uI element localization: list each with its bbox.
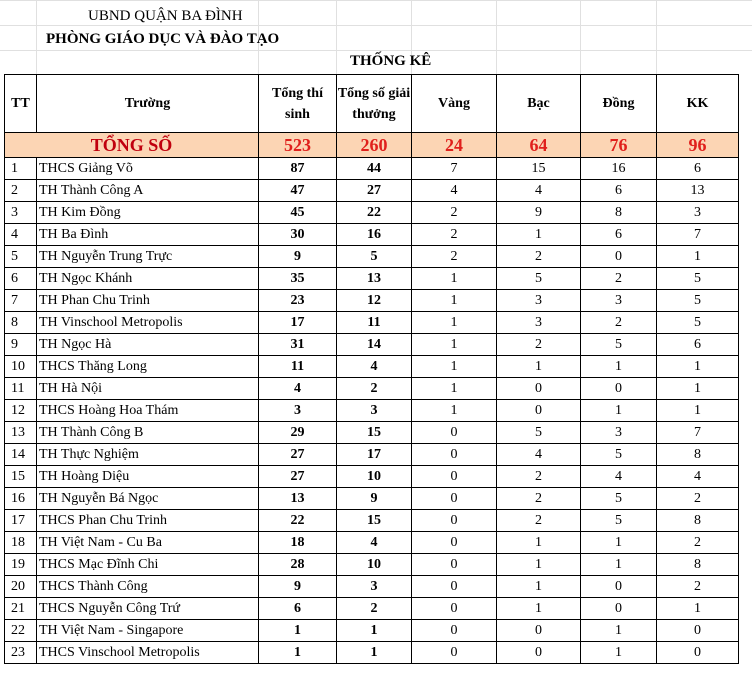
- cell-candidates: 3: [259, 400, 337, 422]
- cell-candidates: 27: [259, 466, 337, 488]
- cell-awards: 44: [337, 158, 412, 180]
- table-row: [5, 466, 739, 488]
- cell-gold: 7: [412, 158, 497, 180]
- cell-silver: 5: [497, 268, 581, 290]
- cell-tt: 18: [5, 532, 37, 554]
- cell-gold: 0: [412, 466, 497, 488]
- cell-gold: 1: [412, 334, 497, 356]
- cell-bronze: 6: [581, 224, 657, 246]
- cell-awards: 14: [337, 334, 412, 356]
- cell-silver: 1: [497, 576, 581, 598]
- cell-awards: 2: [337, 598, 412, 620]
- table-row: [5, 488, 739, 510]
- cell-kk: 5: [657, 268, 739, 290]
- cell-tt: 5: [5, 246, 37, 268]
- cell-bronze: 1: [581, 400, 657, 422]
- cell-candidates: 87: [259, 158, 337, 180]
- cell-bronze: 2: [581, 268, 657, 290]
- col-header-kk: KK: [657, 75, 739, 133]
- cell-awards: 16: [337, 224, 412, 246]
- table-row: [5, 598, 739, 620]
- cell-awards: 1: [337, 620, 412, 642]
- cell-awards: 3: [337, 576, 412, 598]
- cell-silver: 2: [497, 334, 581, 356]
- cell-candidates: 22: [259, 510, 337, 532]
- cell-school: THCS Giảng Võ: [37, 158, 259, 180]
- cell-school: THCS Thăng Long: [37, 356, 259, 378]
- cell-school: TH Ba Đình: [37, 224, 259, 246]
- cell-gold: 1: [412, 356, 497, 378]
- cell-awards: 17: [337, 444, 412, 466]
- page-title: THỐNG KÊ: [350, 53, 432, 69]
- cell-tt: 8: [5, 312, 37, 334]
- cell-awards: 4: [337, 356, 412, 378]
- cell-school: TH Hà Nội: [37, 378, 259, 400]
- cell-awards: 12: [337, 290, 412, 312]
- cell-school: THCS Thành Công: [37, 576, 259, 598]
- cell-tt: 12: [5, 400, 37, 422]
- cell-kk: 5: [657, 312, 739, 334]
- cell-school: TH Ngọc Hà: [37, 334, 259, 356]
- total-kk: 96: [657, 133, 739, 158]
- cell-candidates: 17: [259, 312, 337, 334]
- cell-school: TH Thành Công A: [37, 180, 259, 202]
- cell-gold: 0: [412, 576, 497, 598]
- table-row: [5, 356, 739, 378]
- cell-kk: 13: [657, 180, 739, 202]
- cell-silver: 2: [497, 246, 581, 268]
- table-row: [5, 246, 739, 268]
- cell-school: TH Thành Công B: [37, 422, 259, 444]
- cell-candidates: 28: [259, 554, 337, 576]
- cell-school: TH Vinschool Metropolis: [37, 312, 259, 334]
- cell-tt: 13: [5, 422, 37, 444]
- cell-kk: 4: [657, 466, 739, 488]
- cell-kk: 1: [657, 378, 739, 400]
- cell-silver: 1: [497, 554, 581, 576]
- cell-school: TH Nguyễn Bá Ngọc: [37, 488, 259, 510]
- table-row: [5, 290, 739, 312]
- cell-silver: 0: [497, 642, 581, 664]
- cell-school: TH Kim Đồng: [37, 202, 259, 224]
- cell-school: THCS Nguyễn Công Trứ: [37, 598, 259, 620]
- cell-silver: 4: [497, 444, 581, 466]
- cell-school: TH Hoàng Diệu: [37, 466, 259, 488]
- cell-silver: 3: [497, 312, 581, 334]
- table-row: [5, 202, 739, 224]
- cell-bronze: 16: [581, 158, 657, 180]
- table-row: [5, 444, 739, 466]
- table-row: [5, 224, 739, 246]
- cell-tt: 23: [5, 642, 37, 664]
- cell-silver: 1: [497, 224, 581, 246]
- cell-silver: 0: [497, 400, 581, 422]
- cell-tt: 2: [5, 180, 37, 202]
- cell-kk: 6: [657, 158, 739, 180]
- cell-awards: 9: [337, 488, 412, 510]
- cell-gold: 1: [412, 378, 497, 400]
- cell-silver: 9: [497, 202, 581, 224]
- cell-gold: 2: [412, 202, 497, 224]
- table-row: [5, 554, 739, 576]
- cell-candidates: 27: [259, 444, 337, 466]
- cell-gold: 0: [412, 510, 497, 532]
- cell-bronze: 0: [581, 246, 657, 268]
- cell-awards: 15: [337, 510, 412, 532]
- cell-kk: 7: [657, 224, 739, 246]
- cell-gold: 2: [412, 224, 497, 246]
- cell-bronze: 5: [581, 334, 657, 356]
- cell-gold: 0: [412, 444, 497, 466]
- total-silver: 64: [497, 133, 581, 158]
- cell-gold: 1: [412, 400, 497, 422]
- cell-silver: 0: [497, 378, 581, 400]
- cell-awards: 10: [337, 466, 412, 488]
- col-header-silver: Bạc: [497, 75, 581, 133]
- cell-kk: 7: [657, 422, 739, 444]
- col-header-gold: Vàng: [412, 75, 497, 133]
- cell-kk: 1: [657, 246, 739, 268]
- cell-kk: 1: [657, 356, 739, 378]
- cell-tt: 9: [5, 334, 37, 356]
- cell-kk: 8: [657, 554, 739, 576]
- cell-tt: 22: [5, 620, 37, 642]
- department-name: PHÒNG GIÁO DỤC VÀ ĐÀO TẠO: [46, 31, 280, 47]
- col-header-bronze: Đồng: [581, 75, 657, 133]
- total-row: [5, 133, 739, 158]
- table-row: [5, 400, 739, 422]
- cell-silver: 5: [497, 422, 581, 444]
- cell-kk: 6: [657, 334, 739, 356]
- cell-gold: 0: [412, 598, 497, 620]
- cell-bronze: 5: [581, 444, 657, 466]
- cell-kk: 1: [657, 598, 739, 620]
- cell-candidates: 30: [259, 224, 337, 246]
- cell-tt: 6: [5, 268, 37, 290]
- cell-bronze: 8: [581, 202, 657, 224]
- cell-tt: 17: [5, 510, 37, 532]
- table-row: [5, 510, 739, 532]
- table-row: [5, 642, 739, 664]
- cell-gold: 0: [412, 642, 497, 664]
- cell-candidates: 1: [259, 642, 337, 664]
- cell-awards: 15: [337, 422, 412, 444]
- cell-bronze: 2: [581, 312, 657, 334]
- table-header-row: [5, 75, 739, 133]
- cell-candidates: 18: [259, 532, 337, 554]
- cell-tt: 20: [5, 576, 37, 598]
- cell-silver: 2: [497, 510, 581, 532]
- cell-candidates: 9: [259, 246, 337, 268]
- cell-candidates: 35: [259, 268, 337, 290]
- cell-awards: 10: [337, 554, 412, 576]
- cell-bronze: 1: [581, 356, 657, 378]
- cell-gold: 1: [412, 290, 497, 312]
- table-row: [5, 620, 739, 642]
- cell-tt: 16: [5, 488, 37, 510]
- table-row: [5, 576, 739, 598]
- cell-school: THCS Mạc Đĩnh Chi: [37, 554, 259, 576]
- total-gold: 24: [412, 133, 497, 158]
- cell-school: TH Việt Nam - Cu Ba: [37, 532, 259, 554]
- cell-school: THCS Vinschool Metropolis: [37, 642, 259, 664]
- table-row: [5, 378, 739, 400]
- cell-awards: 22: [337, 202, 412, 224]
- cell-candidates: 9: [259, 576, 337, 598]
- cell-bronze: 1: [581, 620, 657, 642]
- cell-kk: 0: [657, 620, 739, 642]
- cell-kk: 8: [657, 510, 739, 532]
- cell-awards: 11: [337, 312, 412, 334]
- cell-tt: 1: [5, 158, 37, 180]
- cell-kk: 2: [657, 576, 739, 598]
- cell-bronze: 6: [581, 180, 657, 202]
- cell-tt: 21: [5, 598, 37, 620]
- table-row: [5, 532, 739, 554]
- cell-gold: 4: [412, 180, 497, 202]
- cell-kk: 2: [657, 488, 739, 510]
- col-header-candidates: Tổng thí sinh: [259, 75, 337, 133]
- cell-bronze: 1: [581, 642, 657, 664]
- cell-bronze: 0: [581, 598, 657, 620]
- cell-awards: 4: [337, 532, 412, 554]
- cell-candidates: 11: [259, 356, 337, 378]
- cell-kk: 8: [657, 444, 739, 466]
- cell-silver: 15: [497, 158, 581, 180]
- cell-bronze: 0: [581, 576, 657, 598]
- cell-gold: 0: [412, 532, 497, 554]
- cell-candidates: 45: [259, 202, 337, 224]
- cell-silver: 2: [497, 488, 581, 510]
- table-row: [5, 334, 739, 356]
- cell-tt: 15: [5, 466, 37, 488]
- cell-tt: 14: [5, 444, 37, 466]
- cell-silver: 1: [497, 532, 581, 554]
- cell-school: TH Thực Nghiệm: [37, 444, 259, 466]
- col-header-tt: TT: [5, 75, 37, 133]
- cell-candidates: 13: [259, 488, 337, 510]
- table-row: [5, 158, 739, 180]
- cell-awards: 2: [337, 378, 412, 400]
- cell-silver: 1: [497, 598, 581, 620]
- cell-tt: 4: [5, 224, 37, 246]
- cell-gold: 0: [412, 554, 497, 576]
- cell-school: TH Việt Nam - Singapore: [37, 620, 259, 642]
- cell-awards: 13: [337, 268, 412, 290]
- cell-silver: 0: [497, 620, 581, 642]
- cell-candidates: 31: [259, 334, 337, 356]
- cell-bronze: 4: [581, 466, 657, 488]
- cell-bronze: 1: [581, 554, 657, 576]
- statistics-table: [4, 74, 739, 664]
- total-awards: 260: [337, 133, 412, 158]
- cell-bronze: 1: [581, 532, 657, 554]
- district-name: UBND QUẬN BA ĐÌNH: [88, 8, 243, 24]
- cell-candidates: 1: [259, 620, 337, 642]
- cell-school: THCS Hoàng Hoa Thám: [37, 400, 259, 422]
- cell-bronze: 0: [581, 378, 657, 400]
- cell-school: TH Nguyễn Trung Trực: [37, 246, 259, 268]
- cell-gold: 1: [412, 312, 497, 334]
- cell-awards: 27: [337, 180, 412, 202]
- cell-bronze: 3: [581, 422, 657, 444]
- cell-tt: 19: [5, 554, 37, 576]
- cell-candidates: 47: [259, 180, 337, 202]
- total-label: TỔNG SỐ: [5, 133, 259, 158]
- cell-kk: 1: [657, 400, 739, 422]
- table-row: [5, 312, 739, 334]
- col-header-awards: Tổng số giải thưởng: [337, 75, 412, 133]
- cell-tt: 7: [5, 290, 37, 312]
- cell-silver: 1: [497, 356, 581, 378]
- cell-school: THCS Phan Chu Trinh: [37, 510, 259, 532]
- cell-bronze: 3: [581, 290, 657, 312]
- table-row: [5, 268, 739, 290]
- total-candidates: 523: [259, 133, 337, 158]
- cell-kk: 0: [657, 642, 739, 664]
- cell-gold: 0: [412, 620, 497, 642]
- cell-gold: 0: [412, 422, 497, 444]
- cell-candidates: 23: [259, 290, 337, 312]
- cell-tt: 10: [5, 356, 37, 378]
- cell-school: TH Phan Chu Trinh: [37, 290, 259, 312]
- cell-gold: 1: [412, 268, 497, 290]
- cell-gold: 2: [412, 246, 497, 268]
- cell-gold: 0: [412, 488, 497, 510]
- cell-tt: 11: [5, 378, 37, 400]
- cell-candidates: 4: [259, 378, 337, 400]
- cell-bronze: 5: [581, 510, 657, 532]
- cell-school: TH Ngọc Khánh: [37, 268, 259, 290]
- cell-bronze: 5: [581, 488, 657, 510]
- cell-silver: 3: [497, 290, 581, 312]
- table-row: [5, 180, 739, 202]
- cell-silver: 4: [497, 180, 581, 202]
- cell-kk: 3: [657, 202, 739, 224]
- table-row: [5, 422, 739, 444]
- cell-kk: 2: [657, 532, 739, 554]
- cell-kk: 5: [657, 290, 739, 312]
- cell-awards: 5: [337, 246, 412, 268]
- total-bronze: 76: [581, 133, 657, 158]
- cell-awards: 1: [337, 642, 412, 664]
- cell-tt: 3: [5, 202, 37, 224]
- cell-candidates: 29: [259, 422, 337, 444]
- cell-silver: 2: [497, 466, 581, 488]
- cell-candidates: 6: [259, 598, 337, 620]
- col-header-school: Trường: [37, 75, 259, 133]
- cell-awards: 3: [337, 400, 412, 422]
